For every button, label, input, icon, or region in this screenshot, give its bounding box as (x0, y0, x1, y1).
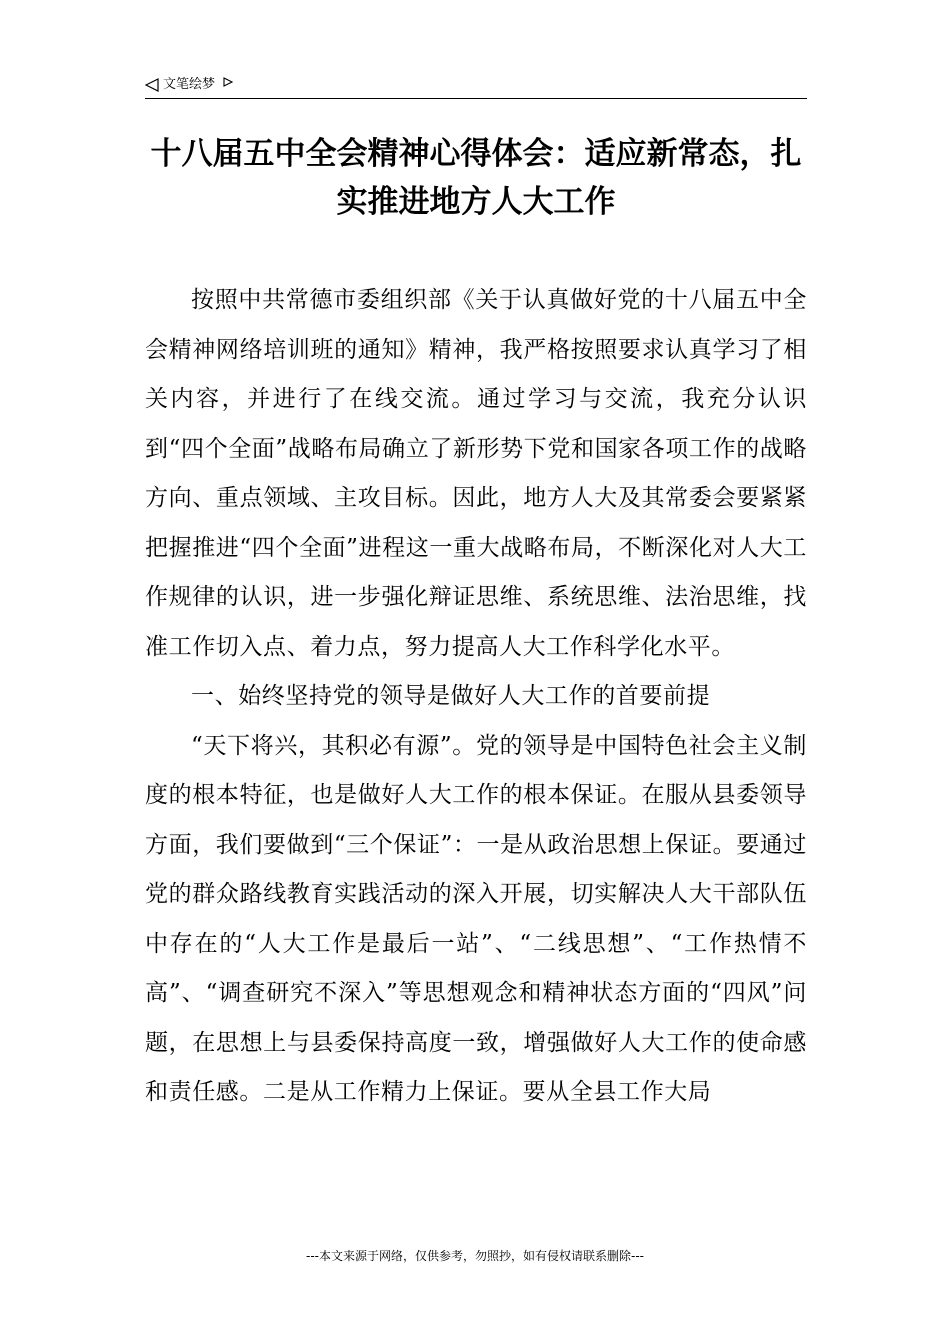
triangle-left-icon (145, 78, 159, 92)
page-header (145, 72, 807, 99)
section-heading-1: 一、始终坚持党的领导是做好人大工作的首要前提 (191, 683, 711, 709)
paragraph-section-1: “天下将兴，其积必有源”。党的领导是中国特色社会主义制度的根本特征，也是做好人大工作的根本保证。在服从县委领导方面，我们要做到“三个保证”：一是从政治思想上保证。要通过党的群众路线教育实践活动的深入开展，切实解决人大干部队伍中存在的“人大工作是最后一站”、“二线思想”、“工作热情不高”、“调查研究不深入”等思想观念和精神状态方面的“四风”问题，在思想上与县委保持高度一致，增强做好人大工作的使命感和责任感。二是从工作精力上保证。要从全县工作大局 (145, 732, 807, 1105)
triangle-right-icon (223, 77, 233, 87)
paragraph-intro: 按照中共常德市委组织部《关于认真做好党的十八届五中全会精神网络培训班的通知》精神，我严格按照要求认真学习了相关内容，并进行了在线交流。通过学习与交流，我充分认识到“四个全面”战略布局确立了新形势下党和国家各项工作的战略方向、重点领域、主攻目标。因此，地方人大及其常委会要紧紧把握推进“四个全面”进程这一重大战略布局，不断深化对人大工作规律的认识，进一步强化辩证思维、系统思维、法治思维，找准工作切入点、着力点，努力提高人大工作科学化水平。 (145, 287, 807, 660)
document-body (145, 276, 807, 1118)
document-title: 十八届五中全会精神心得体会：适应新常态，扎实推进地方人大工作 (150, 136, 802, 220)
header-site-name: 文笔绘梦 (163, 77, 216, 92)
footer-disclaimer: ---本文来源于网络，仅供参考，勿照抄，如有侵权请联系删除--- (306, 1249, 644, 1263)
